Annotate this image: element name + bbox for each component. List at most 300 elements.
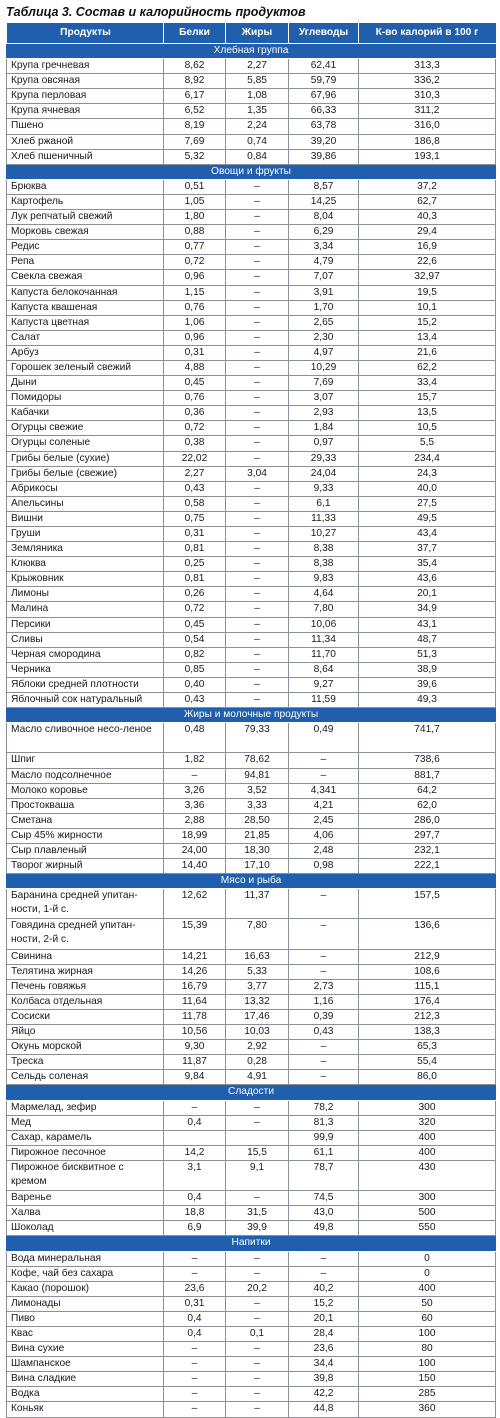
product-name: Лимонады: [6, 1297, 163, 1311]
fat-value: –: [225, 1342, 288, 1356]
protein-value: 4,88: [163, 361, 225, 375]
carbs-value: 6,1: [288, 497, 358, 511]
fat-value: 16,63: [225, 950, 288, 964]
protein-value: 0,38: [163, 436, 225, 450]
calories-value: 49,5: [358, 512, 496, 526]
protein-value: 0,4: [163, 1191, 225, 1205]
protein-value: 0,82: [163, 648, 225, 662]
calories-value: 21,6: [358, 346, 496, 360]
fat-value: –: [225, 693, 288, 707]
calories-value: 400: [358, 1146, 496, 1160]
fat-value: 13,32: [225, 995, 288, 1009]
calories-value: 43,4: [358, 527, 496, 541]
carbs-value: 7,69: [288, 376, 358, 390]
table-row: [6, 301, 496, 316]
product-name: Масло подсолнечное: [6, 769, 163, 783]
calories-value: 5,5: [358, 436, 496, 450]
calories-value: 64,2: [358, 784, 496, 798]
table-row: [6, 618, 496, 633]
table-header-row: [6, 23, 496, 44]
protein-value: 0,54: [163, 633, 225, 647]
product-name: Квас: [6, 1327, 163, 1341]
table-row: [6, 225, 496, 240]
carbs-value: 44,8: [288, 1402, 358, 1416]
carbs-value: 23,6: [288, 1342, 358, 1356]
table-row: [6, 135, 496, 150]
header-fat: Жиры: [225, 23, 288, 43]
product-name: Черника: [6, 663, 163, 677]
table-row: [6, 74, 496, 89]
fat-value: –: [225, 331, 288, 345]
fat-value: 15,5: [225, 1146, 288, 1160]
carbs-value: 8,38: [288, 557, 358, 571]
section-title: Напитки: [231, 1237, 271, 1249]
protein-value: 3,36: [163, 799, 225, 813]
carbs-value: 10,27: [288, 527, 358, 541]
product-name: Груши: [6, 527, 163, 541]
product-name: Молоко коровье: [6, 784, 163, 798]
calories-value: 310,3: [358, 89, 496, 103]
product-name: Черная смородина: [6, 648, 163, 662]
table-row: [6, 602, 496, 617]
protein-value: 18,8: [163, 1206, 225, 1220]
fat-value: –: [225, 633, 288, 647]
table-row: [6, 980, 496, 995]
table-row: [6, 361, 496, 376]
fat-value: –: [225, 195, 288, 209]
carbs-value: 8,64: [288, 663, 358, 677]
protein-value: 0,81: [163, 572, 225, 586]
product-name: Хлеб пшеничный: [6, 150, 163, 164]
table-row: [6, 950, 496, 965]
fat-value: –: [225, 663, 288, 677]
table-row: [6, 769, 496, 784]
table-row: [6, 693, 496, 708]
carbs-value: 11,59: [288, 693, 358, 707]
fat-value: –: [225, 1116, 288, 1130]
table-row: [6, 1101, 496, 1116]
protein-value: 2,27: [163, 467, 225, 481]
fat-value: –: [225, 482, 288, 496]
protein-value: 0,25: [163, 557, 225, 571]
carbs-value: 0,97: [288, 436, 358, 450]
product-name: Картофель: [6, 195, 163, 209]
table-row: [6, 1070, 496, 1085]
table-row: [6, 59, 496, 74]
table-row: [6, 1282, 496, 1297]
fat-value: –: [225, 180, 288, 194]
fat-value: 3,52: [225, 784, 288, 798]
carbs-value: 7,80: [288, 602, 358, 616]
protein-value: 0,96: [163, 331, 225, 345]
protein-value: 6,52: [163, 104, 225, 118]
product-name: Крупа ячневая: [6, 104, 163, 118]
table-row: [6, 663, 496, 678]
product-name: Говядина средней упитан-ности, 2-й с.: [6, 919, 163, 948]
calories-value: 400: [358, 1131, 496, 1145]
calories-value: 320: [358, 1116, 496, 1130]
calories-value: 500: [358, 1206, 496, 1220]
fat-value: 39,9: [225, 1221, 288, 1235]
table-row: [6, 1146, 496, 1161]
table-row: [6, 1372, 496, 1387]
calories-value: 29,4: [358, 225, 496, 239]
fat-value: –: [225, 678, 288, 692]
fat-value: –: [225, 1387, 288, 1401]
section-title: Мясо и рыба: [220, 875, 282, 887]
calories-value: 0: [358, 1267, 496, 1281]
protein-value: 0,4: [163, 1116, 225, 1130]
fat-value: 5,85: [225, 74, 288, 88]
product-name: Абрикосы: [6, 482, 163, 496]
section-header: [6, 1236, 496, 1251]
product-name: Простокваша: [6, 799, 163, 813]
table-row: [6, 542, 496, 557]
fat-value: 17,46: [225, 1010, 288, 1024]
protein-value: 0,43: [163, 693, 225, 707]
section-header: [6, 44, 496, 59]
fat-value: 0,28: [225, 1055, 288, 1069]
protein-value: 2,88: [163, 814, 225, 828]
product-name: Помидоры: [6, 391, 163, 405]
calories-value: 285: [358, 1387, 496, 1401]
carbs-value: 62,41: [288, 59, 358, 73]
table-row: [6, 527, 496, 542]
protein-value: 1,06: [163, 316, 225, 330]
protein-value: 8,62: [163, 59, 225, 73]
table-row: [6, 497, 496, 512]
product-name: Творог жирный: [6, 859, 163, 873]
carbs-value: 34,4: [288, 1357, 358, 1371]
product-name: Крыжовник: [6, 572, 163, 586]
table-row: [6, 799, 496, 814]
table-row: [6, 512, 496, 527]
protein-value: 0,72: [163, 421, 225, 435]
fat-value: –: [225, 1267, 288, 1281]
carbs-value: –: [288, 889, 358, 918]
product-name: Редис: [6, 240, 163, 254]
table-row: [6, 376, 496, 391]
carbs-value: –: [288, 769, 358, 783]
section-header: [6, 708, 496, 723]
carbs-value: 9,83: [288, 572, 358, 586]
product-name: Водка: [6, 1387, 163, 1401]
header-protein: Белки: [163, 23, 225, 43]
fat-value: 2,27: [225, 59, 288, 73]
carbs-value: 40,2: [288, 1282, 358, 1296]
protein-value: 24,00: [163, 844, 225, 858]
protein-value: 16,79: [163, 980, 225, 994]
calories-value: 86,0: [358, 1070, 496, 1084]
calories-value: 881,7: [358, 769, 496, 783]
table-row: [6, 1206, 496, 1221]
fat-value: 3,33: [225, 799, 288, 813]
calories-value: 37,7: [358, 542, 496, 556]
calories-value: 55,4: [358, 1055, 496, 1069]
product-name: Печень говяжья: [6, 980, 163, 994]
table-row: [6, 1252, 496, 1267]
protein-value: 0,4: [163, 1327, 225, 1341]
product-name: Апельсины: [6, 497, 163, 511]
table-row: [6, 844, 496, 859]
fat-value: –: [225, 602, 288, 616]
fat-value: 11,37: [225, 889, 288, 918]
fat-value: –: [225, 346, 288, 360]
carbs-value: 10,29: [288, 361, 358, 375]
table-row: [6, 995, 496, 1010]
product-name: Крупа гречневая: [6, 59, 163, 73]
protein-value: 0,48: [163, 723, 225, 752]
protein-value: 0,36: [163, 406, 225, 420]
product-name: Пиво: [6, 1312, 163, 1326]
table-row: [6, 104, 496, 119]
carbs-value: 8,04: [288, 210, 358, 224]
section-header: [6, 165, 496, 180]
calories-value: 27,5: [358, 497, 496, 511]
calories-value: 33,4: [358, 376, 496, 390]
protein-value: 0,4: [163, 1312, 225, 1326]
protein-value: 23,6: [163, 1282, 225, 1296]
product-name: Огурцы соленые: [6, 436, 163, 450]
carbs-value: 2,73: [288, 980, 358, 994]
protein-value: –: [163, 1387, 225, 1401]
fat-value: –: [225, 527, 288, 541]
product-name: Шоколад: [6, 1221, 163, 1235]
table-row: [6, 89, 496, 104]
protein-value: 14,26: [163, 965, 225, 979]
product-name: Халва: [6, 1206, 163, 1220]
calories-value: 400: [358, 1282, 496, 1296]
carbs-value: 10,06: [288, 618, 358, 632]
calories-value: 136,6: [358, 919, 496, 948]
calories-value: 49,3: [358, 693, 496, 707]
product-name: Горошек зеленый свежий: [6, 361, 163, 375]
calories-value: 0: [358, 1252, 496, 1266]
carbs-value: 1,16: [288, 995, 358, 1009]
product-name: Капуста цветная: [6, 316, 163, 330]
table-row: [6, 119, 496, 134]
product-name: Варенье: [6, 1191, 163, 1205]
carbs-value: 78,7: [288, 1161, 358, 1190]
carbs-value: –: [288, 1252, 358, 1266]
fat-value: –: [225, 436, 288, 450]
protein-value: 6,17: [163, 89, 225, 103]
calories-value: 40,0: [358, 482, 496, 496]
protein-value: 1,15: [163, 286, 225, 300]
carbs-value: 1,70: [288, 301, 358, 315]
table-row: [6, 1161, 496, 1191]
carbs-value: –: [288, 1040, 358, 1054]
table-row: [6, 723, 496, 753]
product-name: Сельдь соленая: [6, 1070, 163, 1084]
calories-value: 360: [358, 1402, 496, 1416]
carbs-value: 81,3: [288, 1116, 358, 1130]
fat-value: 28,50: [225, 814, 288, 828]
product-name: Мармелад, зефир: [6, 1101, 163, 1115]
product-name: Лук репчатый свежий: [6, 210, 163, 224]
calories-value: 43,1: [358, 618, 496, 632]
fat-value: 4,91: [225, 1070, 288, 1084]
table-row: [6, 829, 496, 844]
fat-value: –: [225, 452, 288, 466]
product-name: Кабачки: [6, 406, 163, 420]
calories-value: 32,97: [358, 270, 496, 284]
protein-value: 8,19: [163, 119, 225, 133]
product-name: Яблоки средней плотности: [6, 678, 163, 692]
fat-value: –: [225, 301, 288, 315]
fat-value: 18,30: [225, 844, 288, 858]
fat-value: –: [225, 512, 288, 526]
product-name: Вина сухие: [6, 1342, 163, 1356]
carbs-value: 7,07: [288, 270, 358, 284]
product-name: Морковь свежая: [6, 225, 163, 239]
product-name: Репа: [6, 255, 163, 269]
table-row: [6, 210, 496, 225]
section-title: Овощи и фрукты: [211, 165, 291, 177]
product-name: Масло сливочное несо-леное: [6, 723, 163, 752]
protein-value: 1,80: [163, 210, 225, 224]
table-row: [6, 814, 496, 829]
protein-value: 0,88: [163, 225, 225, 239]
product-name: Сыр 45% жирности: [6, 829, 163, 843]
protein-value: 0,76: [163, 301, 225, 315]
product-name: Яйцо: [6, 1025, 163, 1039]
calories-value: 16,9: [358, 240, 496, 254]
protein-value: 3,1: [163, 1161, 225, 1190]
fat-value: –: [225, 1252, 288, 1266]
nutrition-table: [6, 23, 496, 1418]
table-row: [6, 1267, 496, 1282]
product-name: Салат: [6, 331, 163, 345]
fat-value: –: [225, 270, 288, 284]
calories-value: 738,6: [358, 753, 496, 767]
table-row: [6, 331, 496, 346]
protein-value: 0,26: [163, 587, 225, 601]
carbs-value: 0,39: [288, 1010, 358, 1024]
product-name: Грибы белые (свежие): [6, 467, 163, 481]
protein-value: 14,2: [163, 1146, 225, 1160]
protein-value: 0,81: [163, 542, 225, 556]
table-row: [6, 270, 496, 285]
fat-value: –: [225, 1357, 288, 1371]
carbs-value: 3,07: [288, 391, 358, 405]
calories-value: 336,2: [358, 74, 496, 88]
protein-value: 0,58: [163, 497, 225, 511]
protein-value: 12,62: [163, 889, 225, 918]
calories-value: 222,1: [358, 859, 496, 873]
protein-value: –: [163, 1101, 225, 1115]
protein-value: 0,51: [163, 180, 225, 194]
product-name: Окунь морской: [6, 1040, 163, 1054]
calories-value: 550: [358, 1221, 496, 1235]
carbs-value: 4,06: [288, 829, 358, 843]
fat-value: –: [225, 391, 288, 405]
carbs-value: –: [288, 753, 358, 767]
fat-value: 20,2: [225, 1282, 288, 1296]
fat-value: –: [225, 1372, 288, 1386]
protein-value: 0,31: [163, 527, 225, 541]
section-title: Сладости: [227, 1086, 275, 1098]
fat-value: –: [225, 255, 288, 269]
product-name: Мед: [6, 1116, 163, 1130]
carbs-value: 0,43: [288, 1025, 358, 1039]
protein-value: 0,43: [163, 482, 225, 496]
calories-value: 19,5: [358, 286, 496, 300]
carbs-value: 39,8: [288, 1372, 358, 1386]
calories-value: 297,7: [358, 829, 496, 843]
calories-value: 176,4: [358, 995, 496, 1009]
carbs-value: 11,70: [288, 648, 358, 662]
protein-value: 18,99: [163, 829, 225, 843]
table-row: [6, 1055, 496, 1070]
table-row: [6, 316, 496, 331]
product-name: Вишни: [6, 512, 163, 526]
carbs-value: 8,57: [288, 180, 358, 194]
carbs-value: 9,33: [288, 482, 358, 496]
product-name: Яблочный сок натуральный: [6, 693, 163, 707]
table-row: [6, 784, 496, 799]
carbs-value: –: [288, 1267, 358, 1281]
protein-value: 0,76: [163, 391, 225, 405]
fat-value: –: [225, 376, 288, 390]
product-name: Какао (порошок): [6, 1282, 163, 1296]
product-name: Свинина: [6, 950, 163, 964]
protein-value: –: [163, 1252, 225, 1266]
table-row: [6, 1342, 496, 1357]
carbs-value: 14,25: [288, 195, 358, 209]
calories-value: 232,1: [358, 844, 496, 858]
protein-value: 0,31: [163, 346, 225, 360]
calories-value: 48,7: [358, 633, 496, 647]
carbs-value: 28,4: [288, 1327, 358, 1341]
fat-value: –: [225, 1191, 288, 1205]
table-row: [6, 406, 496, 421]
product-name: Сметана: [6, 814, 163, 828]
product-name: Шампанское: [6, 1357, 163, 1371]
protein-value: 3,26: [163, 784, 225, 798]
carbs-value: 3,34: [288, 240, 358, 254]
fat-value: 9,1: [225, 1161, 288, 1190]
product-name: Клюква: [6, 557, 163, 571]
table-row: [6, 859, 496, 874]
table-row: [6, 919, 496, 949]
calories-value: 15,2: [358, 316, 496, 330]
product-name: Огурцы свежие: [6, 421, 163, 435]
carbs-value: 78,2: [288, 1101, 358, 1115]
product-name: Сахар, карамель: [6, 1131, 163, 1145]
product-name: Капуста квашеная: [6, 301, 163, 315]
table-row: [6, 1327, 496, 1342]
fat-value: –: [225, 1402, 288, 1416]
fat-value: [225, 1131, 288, 1145]
table-row: [6, 482, 496, 497]
carbs-value: 11,34: [288, 633, 358, 647]
table-row: [6, 255, 496, 270]
table-row: [6, 150, 496, 165]
product-name: Шпиг: [6, 753, 163, 767]
table-row: [6, 180, 496, 195]
table-title: Таблица 3. Состав и калорийность продуктов: [6, 5, 306, 19]
protein-value: 0,72: [163, 602, 225, 616]
table-row: [6, 1297, 496, 1312]
product-name: Дыни: [6, 376, 163, 390]
calories-value: 60: [358, 1312, 496, 1326]
protein-value: 9,84: [163, 1070, 225, 1084]
calories-value: 316,0: [358, 119, 496, 133]
fat-value: 5,33: [225, 965, 288, 979]
calories-value: 62,2: [358, 361, 496, 375]
protein-value: 10,56: [163, 1025, 225, 1039]
